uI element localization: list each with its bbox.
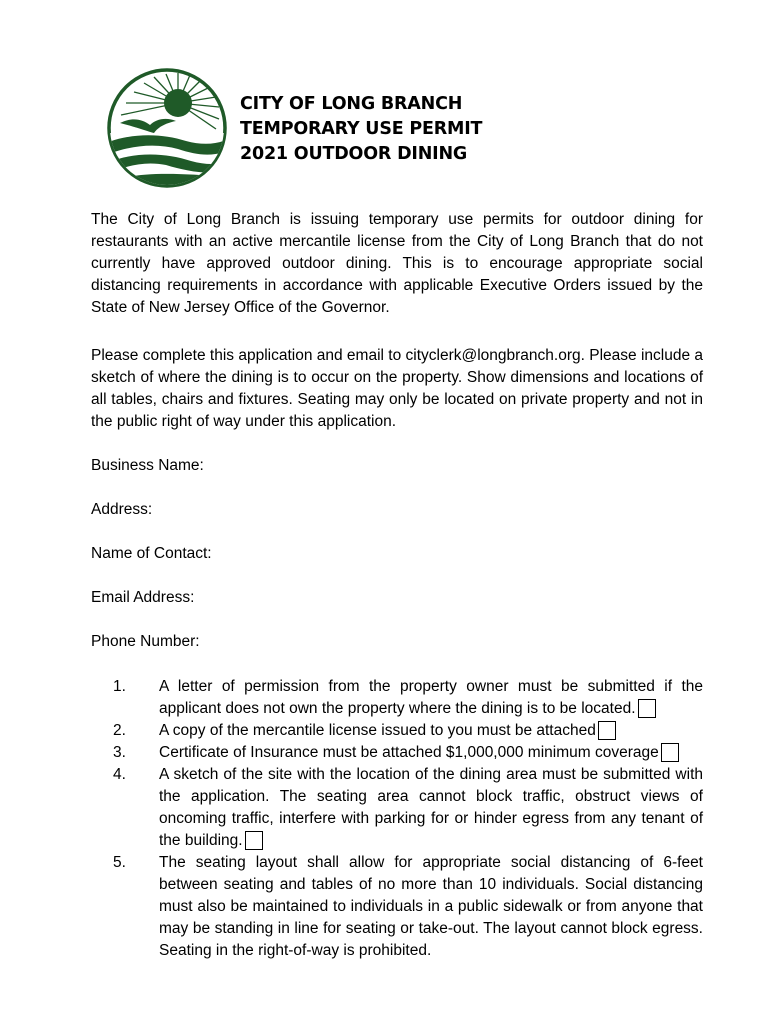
requirement-item	[91, 676, 703, 720]
requirement-number: 3.	[113, 744, 126, 761]
requirement-item	[91, 852, 703, 962]
insurance-checkbox[interactable]	[661, 743, 679, 762]
seagull	[120, 119, 176, 133]
contact-name-label: Name of Contact:	[91, 545, 212, 562]
email-address-label: Email Address:	[91, 589, 195, 606]
title-line-1: CITY OF LONG BRANCH	[240, 94, 463, 114]
requirement-text: A sketch of the site with the location of the dining area must be submitted with the application. The seating area cannot block traffic, obstruct views of oncoming traffic, interfere with parking for or hinder egress from any tenant of the building.	[159, 766, 703, 849]
permission-letter-checkbox[interactable]	[638, 699, 656, 718]
intro-paragraph: The City of Long Branch is issuing temporary use permits for outdoor dining for restaurants with an active mercantile license from the City of Long Branch that do not currently have approved outdoor dining. This is to encourage appropriate social distancing requirements in accordance with applicable Executive Orders issued by the State of New Jersey Office of the Governor.	[91, 211, 703, 316]
requirement-number: 1.	[113, 678, 126, 695]
title-line-2: TEMPORARY USE PERMIT	[240, 119, 483, 139]
document-title	[240, 92, 482, 167]
sun	[164, 89, 192, 117]
requirement-text: The seating layout shall allow for appropriate social distancing of 6-feet between seating and tables of no more than 10 individuals. Social distancing must also be maintained to individuals in a public sidewalk or from anyone that may be standing in line for seating or take-out. The layout cannot block egress. Seating in the right-of-way is prohibited.	[159, 854, 703, 959]
requirement-number: 5.	[113, 854, 126, 871]
requirement-item	[91, 742, 703, 764]
phone-number-label: Phone Number:	[91, 633, 200, 650]
requirement-number: 2.	[113, 722, 126, 739]
site-sketch-checkbox[interactable]	[245, 831, 263, 850]
requirement-text: A letter of permission from the property owner must be submitted if the applicant does not own the property where the dining is to be located.	[159, 678, 703, 717]
instructions-paragraph: Please complete this application and email to cityclerk@longbranch.org. Please include a sketch of where the dining is to occur on the property. Show dimensions and locations of all tables, chairs and fixtures. Seating may only be located on private property and not in the public right of way under this application.	[91, 347, 703, 430]
mercantile-license-checkbox[interactable]	[598, 721, 616, 740]
business-name-label: Business Name:	[91, 457, 204, 474]
requirement-number: 4.	[113, 766, 126, 783]
requirement-item	[91, 764, 703, 852]
address-label: Address:	[91, 501, 153, 518]
requirement-item	[91, 720, 703, 742]
requirement-text: A copy of the mercantile license issued to you must be attached	[159, 722, 596, 739]
city-seal-logo	[106, 67, 228, 189]
title-line-3: 2021 OUTDOOR DINING	[240, 144, 468, 164]
requirement-text: Certificate of Insurance must be attached $1,000,000 minimum coverage	[159, 744, 659, 761]
